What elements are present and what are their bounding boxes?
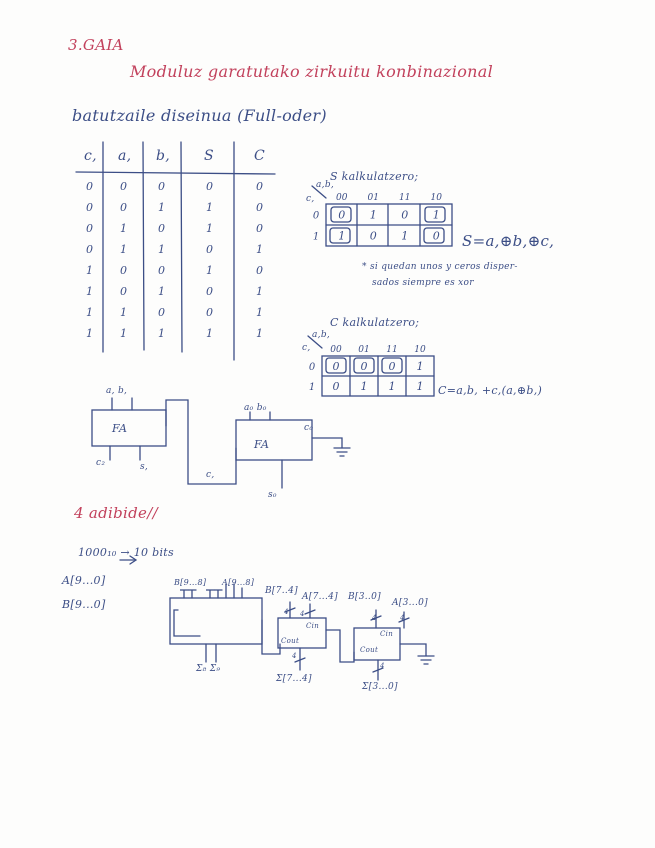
truth-table-cell: 1 xyxy=(256,327,264,340)
truth-table-cell: 1 xyxy=(86,285,94,298)
full-adder-heading: batutzaile diseinua (Full-oder) xyxy=(72,106,327,125)
page-title: Moduluz garatutako zirkuitu konbinazional xyxy=(130,62,493,81)
bus-width-blk2-out: 4 xyxy=(292,652,297,660)
carry-label: c, xyxy=(206,470,215,480)
truth-table-cell: 0 xyxy=(120,180,128,193)
blk2-in-a-label: A[7...4] xyxy=(302,592,338,602)
blk1-in-a-label: A[9...8] xyxy=(222,578,255,587)
kmap_c-row-header: 1 xyxy=(308,382,316,393)
truth-table-cell: 1 xyxy=(158,327,166,340)
kmap_s-cell: 1 xyxy=(432,208,440,222)
truth-table-header: a, xyxy=(118,148,132,164)
truth-table-cell: 1 xyxy=(256,243,264,256)
truth-table-header: S xyxy=(204,148,214,164)
kmap_s-cell: 1 xyxy=(401,229,409,243)
blk1-out-label: Σ₈ Σ₉ xyxy=(196,664,221,674)
truth-table-cell: 0 xyxy=(120,285,128,298)
kmap_s-cell: 1 xyxy=(369,208,377,222)
kmap_c-cell: 1 xyxy=(416,360,424,373)
truth-table-header: b, xyxy=(156,148,171,164)
truth-table-cell: 0 xyxy=(206,180,214,193)
truth-table-cell: 1 xyxy=(206,201,214,214)
truth-table-cell: 0 xyxy=(158,180,166,193)
bus-width-blk3-out: 4 xyxy=(380,662,385,670)
kmap_c-col-header: 10 xyxy=(414,345,426,355)
truth-table-header: C xyxy=(254,148,266,164)
truth-table-header-rule xyxy=(76,172,275,174)
blk3-in-a-label: A[3...0] xyxy=(392,598,428,608)
truth-table-cell: 0 xyxy=(158,222,166,235)
truth-table-cell: 0 xyxy=(256,180,264,193)
truth-table-cell: 1 xyxy=(158,201,166,214)
kmap-c-corner-top: a,b, xyxy=(312,330,331,340)
truth-table-cell: 1 xyxy=(86,327,94,340)
truth-table-cell: 1 xyxy=(206,222,214,235)
truth-table-cell: 0 xyxy=(256,264,264,277)
fa-cascade-diagram xyxy=(92,398,350,488)
truth-table-cell: 1 xyxy=(120,222,128,235)
kmap_s-col-header: 01 xyxy=(367,193,379,203)
bus-width-blk3-a: 4 xyxy=(400,614,405,622)
kmap_s-cell: 0 xyxy=(432,229,440,243)
fa1-out-s-label: s, xyxy=(140,462,149,472)
truth-table-cell: 1 xyxy=(158,243,166,256)
kmap_c-cell: 1 xyxy=(388,380,396,393)
kmap_s-row-header: 0 xyxy=(312,210,320,222)
fa2-out-s-label: s₀ xyxy=(268,490,277,500)
truth-table-cell: 1 xyxy=(120,327,128,340)
section-number: 3.GAIA xyxy=(68,36,124,54)
kmap_c-cell: 0 xyxy=(332,360,340,373)
truth-table-cell: 0 xyxy=(256,222,264,235)
kmap-s-corner-top: a,b, xyxy=(316,180,335,190)
kmap_c-col-header: 00 xyxy=(330,345,342,355)
truth-table-cell: 0 xyxy=(86,201,94,214)
kmap_s-col-header: 00 xyxy=(336,193,348,203)
kmap-s-note-line2: sados siempre es xor xyxy=(372,278,474,288)
kmap_s-cell: 0 xyxy=(338,208,346,222)
bus-width-blk2-b: 4 xyxy=(284,608,289,616)
truth-table-cell: 0 xyxy=(120,201,128,214)
kmap-s-labels xyxy=(313,193,442,243)
kmap_c-col-header: 01 xyxy=(358,345,370,355)
a-range-label: A[9...0] xyxy=(62,574,106,587)
truth-table-cell: 0 xyxy=(256,201,264,214)
fa1-label: FA xyxy=(112,422,128,435)
truth-table-cell: 0 xyxy=(86,180,94,193)
truth-table-cell: 0 xyxy=(206,285,214,298)
truth-table-header: c, xyxy=(84,148,97,164)
fa2-cin-label: c₀ xyxy=(304,423,314,433)
example-heading: 4 adibide// xyxy=(74,504,158,522)
kmap_s-col-header: 10 xyxy=(430,193,442,203)
kmap_c-cell: 1 xyxy=(360,380,368,393)
kmap_s-cell: 1 xyxy=(338,229,346,243)
truth-table-cell: 1 xyxy=(256,285,264,298)
fa2-inputs-label: a₀ b₀ xyxy=(244,403,267,413)
truth-table-cell: 1 xyxy=(120,243,128,256)
bus-width-blk3-b: 4 xyxy=(372,614,377,622)
adder4-diagram xyxy=(120,556,434,680)
kmap-s-formula: S=a,⊕b,⊕c, xyxy=(462,232,555,250)
fa1-out-c-label: c₂ xyxy=(96,458,106,468)
kmap_s-cell: 0 xyxy=(401,208,409,222)
kmap_c-row-header: 0 xyxy=(308,362,316,373)
kmap_c-col-header: 11 xyxy=(386,345,398,355)
blk3-cin-label: Cin xyxy=(380,630,394,638)
kmap-c-title: C kalkulatzero; xyxy=(330,316,420,329)
truth-table-cell: 1 xyxy=(120,306,128,319)
blk2-in-b-label: B[7..4] xyxy=(265,586,298,596)
truth-table-cell: 1 xyxy=(158,285,166,298)
truth-table-cell: 0 xyxy=(86,243,94,256)
bus-width-blk2-a: 4 xyxy=(300,610,305,618)
truth-table-cell: 0 xyxy=(206,306,214,319)
truth-table-cell: 0 xyxy=(206,243,214,256)
truth-table-cell: 1 xyxy=(256,306,264,319)
conversion-note: 1000₁₀ → 10 bits xyxy=(78,546,174,559)
kmap_s-row-header: 1 xyxy=(312,231,320,243)
blk2-cout-label: Cout xyxy=(281,637,300,645)
truth-table-cell: 0 xyxy=(86,222,94,235)
kmap-s-title: S kalkulatzero; xyxy=(330,170,419,183)
kmap_s-col-header: 11 xyxy=(399,193,411,203)
blk2-out-label: Σ[7...4] xyxy=(276,674,312,684)
blk3-out-label: Σ[3...0] xyxy=(362,682,398,692)
blk1-in-b-label: B[9...8] xyxy=(174,578,207,587)
kmap_s-cell: 0 xyxy=(369,229,377,243)
kmap-c-corner-left: c, xyxy=(302,343,311,353)
truth-table-cell: 1 xyxy=(86,306,94,319)
blk3-cout-label: Cout xyxy=(360,646,379,654)
kmap_c-cell: 0 xyxy=(388,360,396,373)
truth-table-cell: 0 xyxy=(120,264,128,277)
blk3-in-b-label: B[3..0] xyxy=(348,592,381,602)
truth-table-cell: 0 xyxy=(158,264,166,277)
kmap_c-cell: 0 xyxy=(332,380,340,393)
blk2-cin-label: Cin xyxy=(306,622,320,630)
kmap-s-note-line1: * si quedan unos y ceros disper- xyxy=(362,262,518,272)
kmap-c-formula: C=a,b, +c,(a,⊕b,) xyxy=(438,384,543,397)
truth-table-cell: 1 xyxy=(206,264,214,277)
fa1-inputs-label: a, b, xyxy=(106,386,128,396)
truth-table-cell: 0 xyxy=(158,306,166,319)
fa2-label: FA xyxy=(254,438,270,451)
b-range-label: B[9...0] xyxy=(62,598,106,611)
truth-table-cell: 1 xyxy=(86,264,94,277)
kmap_c-cell: 1 xyxy=(416,380,424,393)
kmap_c-cell: 0 xyxy=(360,360,368,373)
truth-table-cell: 1 xyxy=(206,327,214,340)
kmap-s-corner-left: c, xyxy=(306,194,315,204)
